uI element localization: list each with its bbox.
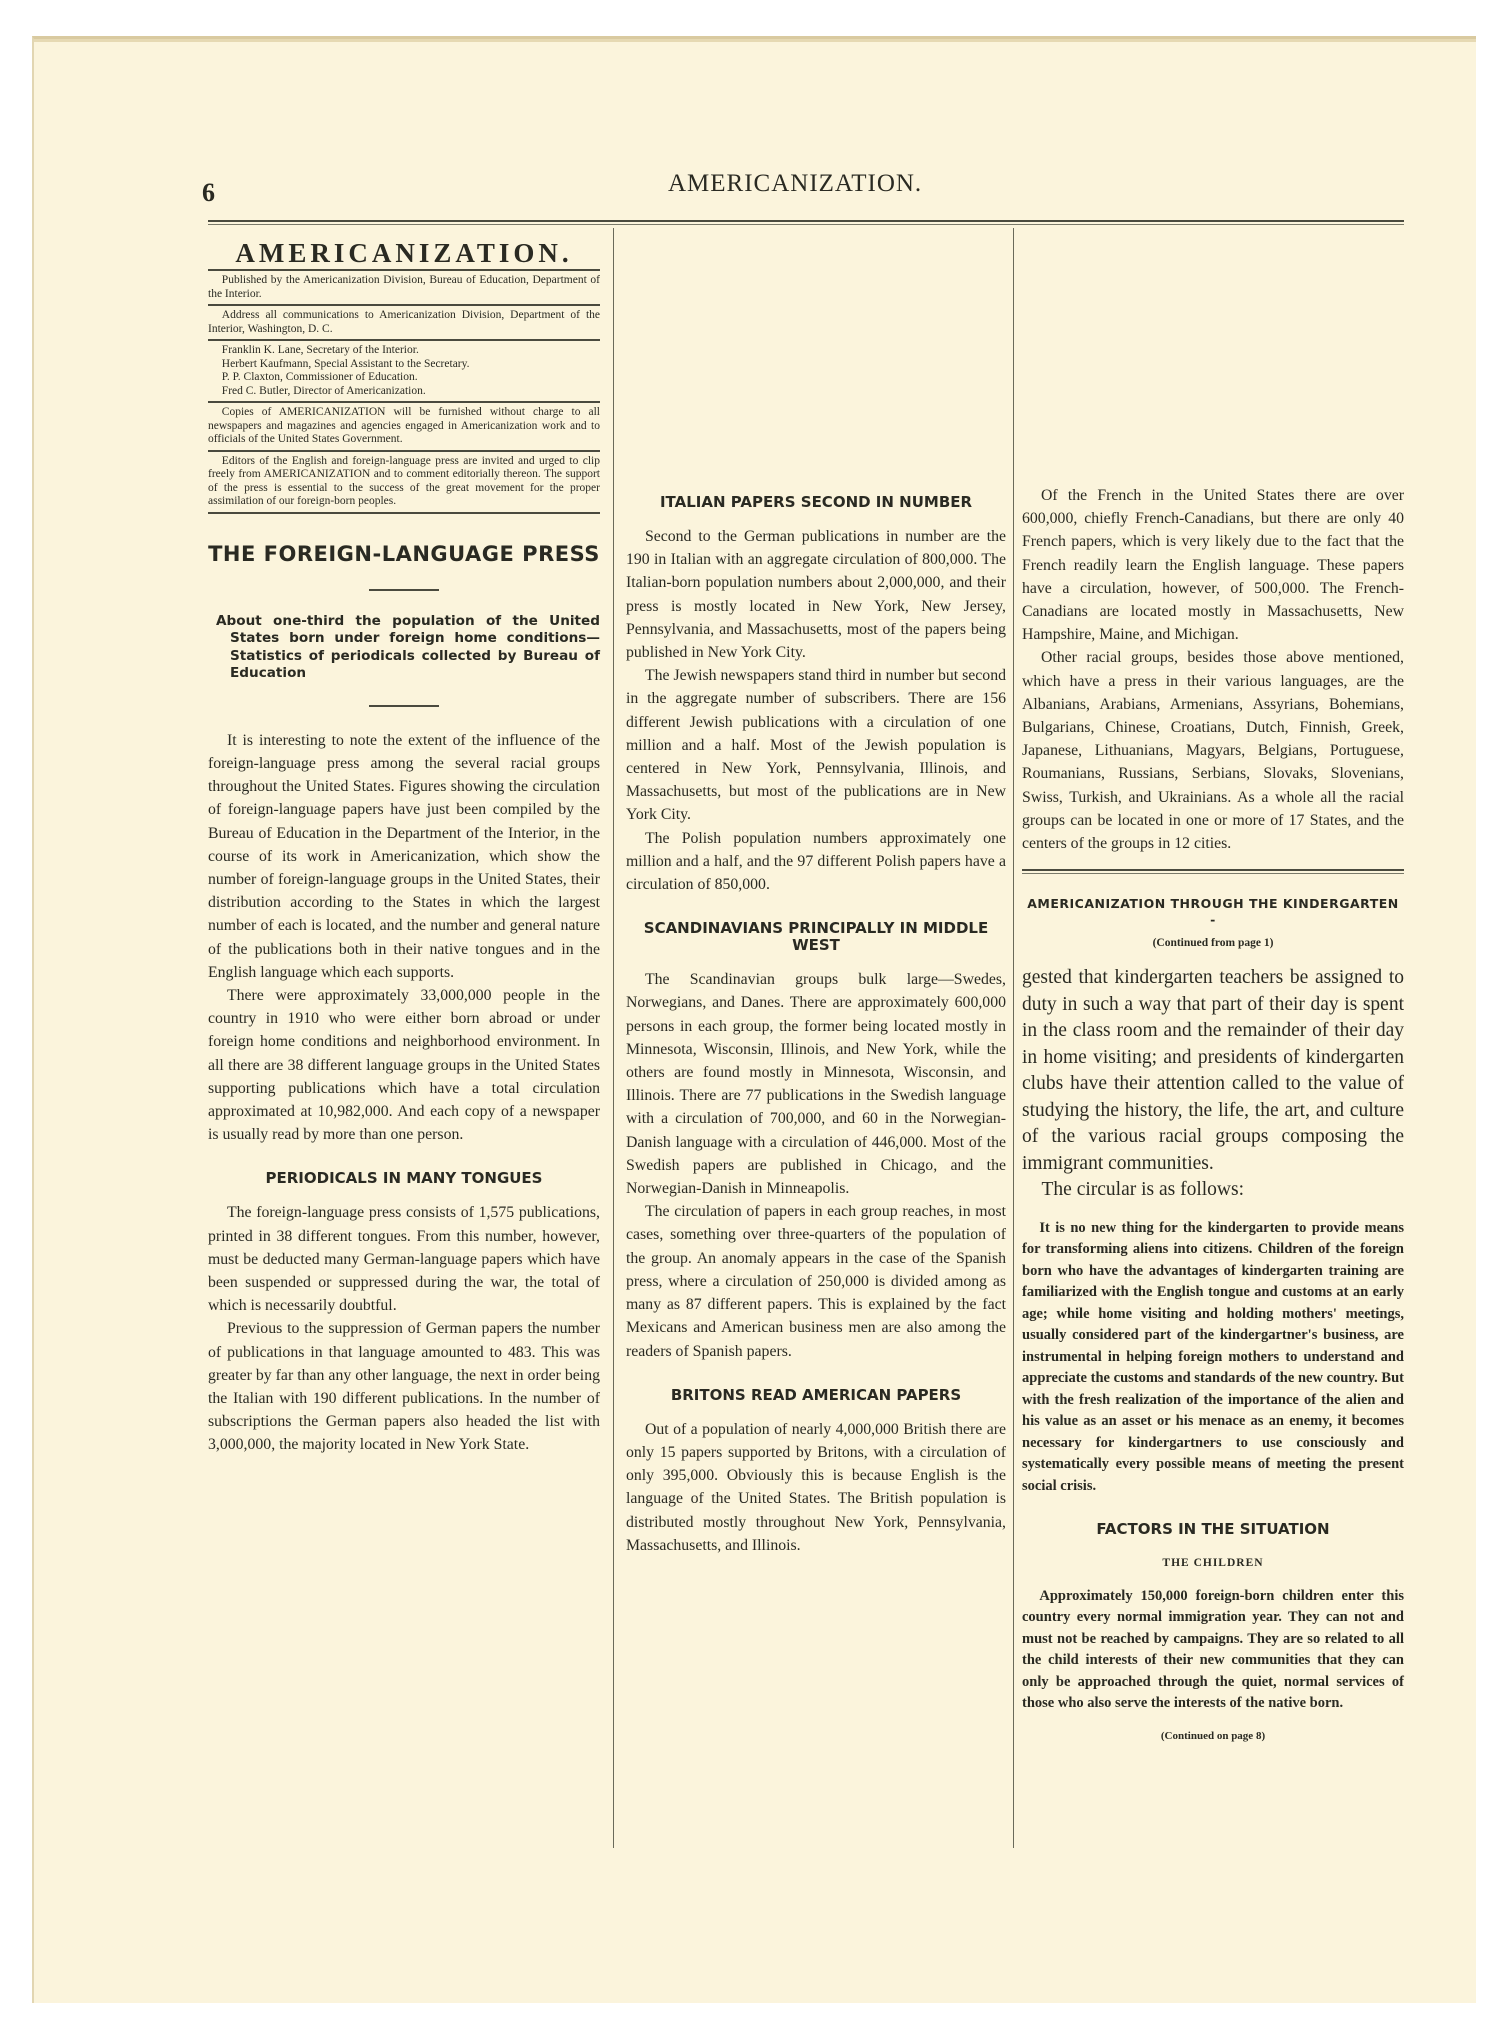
- divider: [208, 401, 600, 403]
- article-paragraph: It is interesting to note the extent of the influence of the foreign-language press among the several racial groups throughout the United States. Figures showing the circulation of foreign-language papers have just been compiled by the Bureau of Education in the Department of the Interior, in the course of its work in Americanization, which show the number of foreign-language groups in the United States, their distribution according to the States in which the largest number of each is located, and the number and general nature of the publications both in their native tongues and in the English language which each supports.: [208, 731, 600, 981]
- article-paragraph: Previous to the suppression of German papers the number of publications in that language amounted to 483. This was greater by far than any other language, the next in order being the Italian with 190 different publications. In the number of subscriptions the German papers also headed the list with 3,000,000, the majority located in New York State.: [208, 1320, 600, 1454]
- page-number: 6: [202, 178, 215, 207]
- divider: [208, 339, 600, 341]
- divider: [208, 512, 600, 514]
- divider: [1022, 869, 1404, 874]
- running-head: AMERICANIZATION.: [668, 170, 923, 197]
- masthead-published-by: Published by the Americanization Division, Bureau of Education, Department of the Interior.: [208, 274, 600, 300]
- top-rule: [208, 220, 1404, 225]
- article-paragraph: Of the French in the United States there are over 600,000, chiefly French-Canadians, but there are only 40 French papers, which is very likely due to the fact that the French readily learn the English language. These papers have a circulation, however, of 500,000. The French-Canadians are located mostly in Massachusetts, New Hampshire, Maine, and Michigan.: [1022, 487, 1404, 644]
- masthead-address: Address all communications to Americanization Division, Department of the Interior, Washington, D. C.: [208, 309, 600, 335]
- article-deck: About one-third the population of the United States born under foreign home conditions—Statistics of periodicals collected by Bureau of Education: [216, 612, 600, 682]
- staff-line: Fred C. Butler, Director of Americanization.: [221, 384, 426, 397]
- section-subhead: FACTORS IN THE SITUATION: [1096, 1520, 1330, 1539]
- article-paragraph: The circulation of papers in each group reaches, in most cases, something over three-quarters of the population of the group. An anomaly appears in the case of the Spanish press, where a circulation of 250,000 is divided among as many as 87 different papers. This is explained by the fact Mexicans and American business men are also among the readers of Spanish papers.: [626, 1203, 1006, 1360]
- article-paragraph: The Polish population numbers approximately one million and a half, and the 97 different Polish papers have a circulation of 850,000.: [626, 829, 1006, 894]
- column-2: [626, 244, 1006, 1557]
- divider: [208, 269, 600, 271]
- section-subhead: PERIODICALS IN MANY TONGUES: [265, 1169, 543, 1188]
- article-paragraph: Second to the German publications in number are the 190 in Italian with an aggregate circulation of 800,000. The Italian-born population numbers about 2,000,000, and their press is mostly located in New York, New Jersey, Pennsylvania, and Massachusetts, most of the papers being published in New York City.: [626, 528, 1006, 662]
- article-headline: THE FOREIGN-LANGUAGE PRESS: [208, 541, 600, 566]
- section-subhead: ITALIAN PAPERS SECOND IN NUMBER: [659, 493, 973, 511]
- divider: [208, 450, 600, 452]
- article-paragraph: There were approximately 33,000,000 people in the country in 1910 who were either born abroad or under foreign home conditions and neighborhood environment. In all there are 38 different language groups in the United States supporting publications which have a total circulation approximated at 10,982,000. And each copy of a newspaper is usually read by more than one person.: [208, 986, 600, 1144]
- article-paragraph: The circular is as follows:: [1041, 1179, 1245, 1201]
- masthead-title: AMERICANIZATION.: [235, 238, 573, 268]
- circular-text: It is no new thing for the kindergarten to provide means for transforming aliens into citizens. Children of the foreign born who have the advantages of kindergarten training are familiarized with the English tongue and customs at an early age; while home visiting and holding mothers' meetings, usually considered part of the kindergartner's business, are instrumental in helping foreign mothers to understand and appreciate the customs and standards of the new country. But with the fresh realization of the importance of the alien and his value as an asset or his menace as an enemy, it becomes necessary for kindergartners to use consciously and systematically every possible means of meeting the present social crisis.: [1022, 1219, 1404, 1494]
- section-subhead: BRITONS READ AMERICAN PAPERS: [670, 1385, 962, 1404]
- column-divider: [613, 228, 614, 1848]
- copies-notice: Copies of AMERICANIZATION will be furnished without charge to all newspapers and magazines and agencies engaged in Americanization work and to officials of the United States Government.: [208, 406, 600, 446]
- continued-on-note: (Continued on page 8): [1160, 1729, 1266, 1742]
- editors-notice: Editors of the English and foreign-language press are invited and urged to clip freely from AMERICANIZATION and to comment editorially thereon. The support of the press is essential to the success of the great movement for the proper assimilation of our foreign-born peoples.: [208, 454, 600, 508]
- section-subhead: SCANDINAVIANS PRINCIPALLY IN MIDDLE WEST: [643, 919, 989, 955]
- article-paragraph: Approximately 150,000 foreign-born children enter this country every normal immigration year. They can not and must not be reached by campaigns. They are so related to all the child interests of their new communities that they can only be approached through the quiet, normal services of those who also serve the interests of the native born.: [1022, 1587, 1404, 1712]
- subsection-head: THE CHILDREN: [1162, 1557, 1264, 1570]
- article-paragraph: The foreign-language press consists of 1,575 publications, printed in 38 different tongues. From this number, however, must be deducted many German-language papers which have been suspended or suppressed during the war, the total of which is necessarily doubtful.: [208, 1204, 600, 1315]
- article-paragraph: gested that kindergarten teachers be assigned to duty in such a way that part of their day is spent in the class room and the remainder of their day in home visiting; and presidents of kindergarten clubs have their attention called to the value of studying the history, the life, the art, and culture of the various racial groups composing the immigrant communities.: [1022, 967, 1404, 1174]
- column-1: [208, 232, 600, 1457]
- column-divider: [1013, 228, 1014, 1848]
- kindergarten-body: [1022, 965, 1404, 1204]
- staff-line: P. P. Claxton, Commissioner of Education.: [221, 371, 418, 384]
- staff-line: Herbert Kaufmann, Special Assistant to the Secretary.: [221, 357, 470, 370]
- divider: [208, 304, 600, 306]
- article-paragraph: The Jewish newspapers stand third in number but second in the aggregate number of subscribers. There are 156 different Jewish publications with a circulation of one million and a half. Most of the Jewish population is centered in New York, Pennsylvania, Illinois, and Massachusetts, but most of the publications are in New York City.: [626, 667, 1006, 824]
- column-3: [1022, 244, 1404, 1758]
- divider: [369, 705, 439, 707]
- article-paragraph: Other racial groups, besides those above mentioned, which have a press in their various languages, are the Albanians, Arabians, Armenians, Assyrians, Bohemians, Bulgarians, Chinese, Croatians, Dutch, Finnish, Greek, Japanese, Lithuanians, Magyars, Belgians, Portuguese, Roumanians, Russians, Serbians, Slovaks, Slovenians, Swiss, Turkish, and Ukrainians. As a whole all the racial groups can be located in one or more of 17 States, and the centers of the groups in 12 cities.: [1022, 649, 1404, 853]
- divider: [369, 589, 439, 591]
- masthead-staff: [208, 344, 600, 398]
- staff-line: Franklin K. Lane, Secretary of the Interior.: [221, 344, 419, 357]
- continued-from-note: (Continued from page 1): [1152, 937, 1274, 950]
- article-paragraph: The Scandinavian groups bulk large—Swedes, Norwegians, and Danes. There are approximately 600,000 persons in each group, the former being located mostly in Minnesota, Wisconsin, Illinois, and New York, while the others are found mostly in Minnesota, Wisconsin, and Illinois. There are 77 publications in the Swedish language with a circulation of 700,000, and 60 in the Norwegian-Danish language with a circulation of 446,000. Most of the Swedish papers are published in Chicago, and the Norwegian-Danish in Minneapolis.: [626, 971, 1006, 1198]
- article-paragraph: Out of a population of nearly 4,000,000 British there are only 15 papers supported by Britons, with a circulation of only 395,000. Obviously this is because English is the language of the United States. The British population is distributed mostly throughout New York, Pennsylvania, Massachusetts, and Illinois.: [626, 1420, 1006, 1554]
- kindergarten-headline: AMERICANIZATION THROUGH THE KINDERGARTEN -: [1027, 896, 1399, 928]
